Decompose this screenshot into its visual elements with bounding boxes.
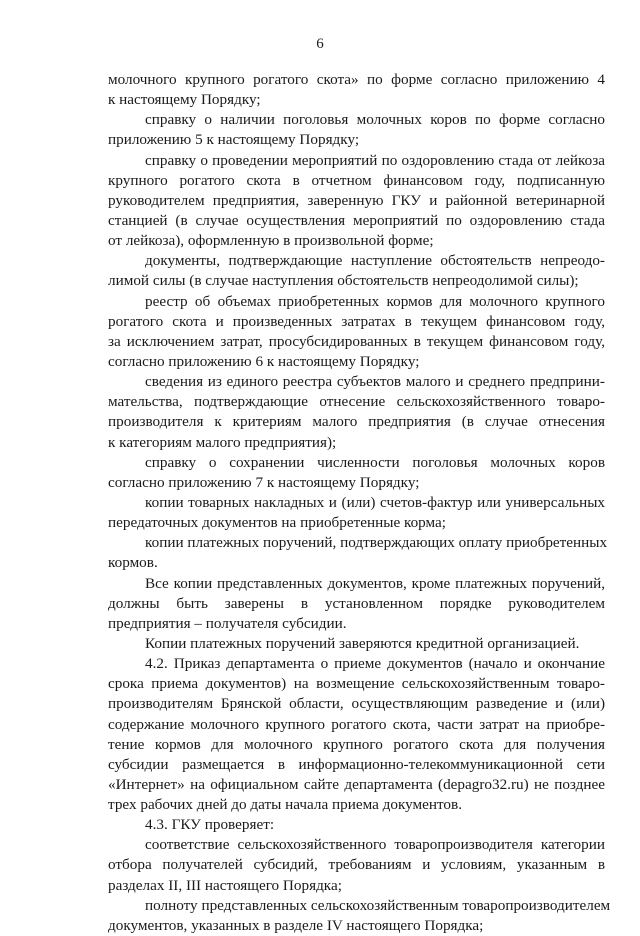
text-line: лимой силы (в случае наступления обстоятельств непреодолимой силы); [108, 272, 579, 290]
text-line: предприятия – получателя субсидии. [108, 614, 347, 632]
text-line: реестр об объемах приобретенных кормов для молочного крупного [145, 292, 605, 310]
text-line: приложению 5 к настоящему Порядку; [108, 131, 360, 149]
text-line: крупного рогатого скота в отчетном финансовом году, подписанную [108, 171, 605, 189]
text-line: рогатого скота и произведенных затратах в текущем финансовом году, [108, 312, 605, 330]
text-line: копии платежных поручений, подтверждающих оплату приобретенных [145, 534, 608, 552]
text-line: документов, указанных в разделе IV настоящего Порядка; [108, 916, 484, 934]
text-line: срока приема документов) на возмещение сельскохозяйственным товаро- [108, 675, 605, 693]
text-line: тение кормов для молочного крупного рогатого скота для получения [108, 735, 605, 753]
text-line: к категориям малого предприятия); [108, 433, 337, 451]
text-line: за исключением затрат, просубсидированных в текущем финансовом году, [108, 332, 605, 350]
text-line: отбора получателей субсидий, требованиям и условиям, указанным в [108, 856, 605, 874]
text-line: субсидии размещается в информационно-телекоммуникационной сети [108, 755, 605, 773]
text-line: руководителем предприятия, заверенную ГКУ и районной ветеринарной [108, 191, 605, 209]
text-line: согласно приложению 6 к настоящему Порядку; [108, 352, 420, 370]
text-line: Все копии представленных документов, кроме платежных поручений, [145, 574, 605, 592]
text-line: соответствие сельскохозяйственного товаропроизводителя категории [145, 836, 605, 854]
text-line: полноту представленных сельскохозяйственным товаропроизводителем [145, 896, 611, 914]
text-line: согласно приложению 7 к настоящему Порядку; [108, 473, 420, 491]
text-line: производителям Брянской области, осуществляющим разведение и (или) [108, 695, 605, 713]
text-line: должны быть заверены в установленном порядке руководителем [108, 594, 605, 612]
text-line: «Интернет» на официальном сайте департамента (depagro32.ru) не позднее [108, 775, 605, 793]
text-line: справку о проведении мероприятий по оздоровлению стада от лейкоза [145, 151, 605, 169]
page-number: 6 [316, 36, 324, 52]
text-line: кормов. [108, 554, 158, 572]
text-line: трех рабочих дней до даты начала приема документов. [108, 796, 462, 814]
text-line: мательства, подтверждающие отнесение сельскохозяйственного товаро- [108, 393, 605, 411]
text-line: молочного крупного рогатого скота» по форме согласно приложению 4 [108, 71, 605, 88]
text-line: справку о сохранении численности поголовья молочных коров [145, 453, 605, 471]
text-line: содержание молочного крупного рогатого скота, части затрат на приобре- [108, 715, 605, 733]
text-line: копии товарных накладных и (или) счетов-фактур или универсальных [145, 493, 605, 511]
document-body [108, 70, 611, 936]
text-line: 4.2. Приказ департамента о приеме документов (начало и окончание [145, 655, 605, 673]
text-line: справку о наличии поголовья молочных коров по форме согласно [145, 111, 605, 129]
text-line: станцией (в случае осуществления мероприятий по оздоровлению стада [108, 211, 605, 229]
text-line: к настоящему Порядку; [108, 91, 261, 109]
text-line: 4.3. ГКУ проверяет: [145, 816, 275, 834]
text-line: производителя к критериям малого предприятия (в случае отнесения [108, 413, 605, 431]
text-line: Копии платежных поручений заверяются кредитной организацией. [145, 634, 580, 652]
text-line: передаточных документов на приобретенные корма; [108, 514, 447, 532]
text-line: документы, подтверждающие наступление обстоятельств непреодо- [145, 252, 605, 270]
text-line: разделах II, III настоящего Порядка; [108, 876, 342, 894]
text-line: сведения из единого реестра субъектов малого и среднего предприни- [145, 373, 605, 391]
text-line: от лейкоза), оформленную в произвольной форме; [108, 232, 434, 250]
